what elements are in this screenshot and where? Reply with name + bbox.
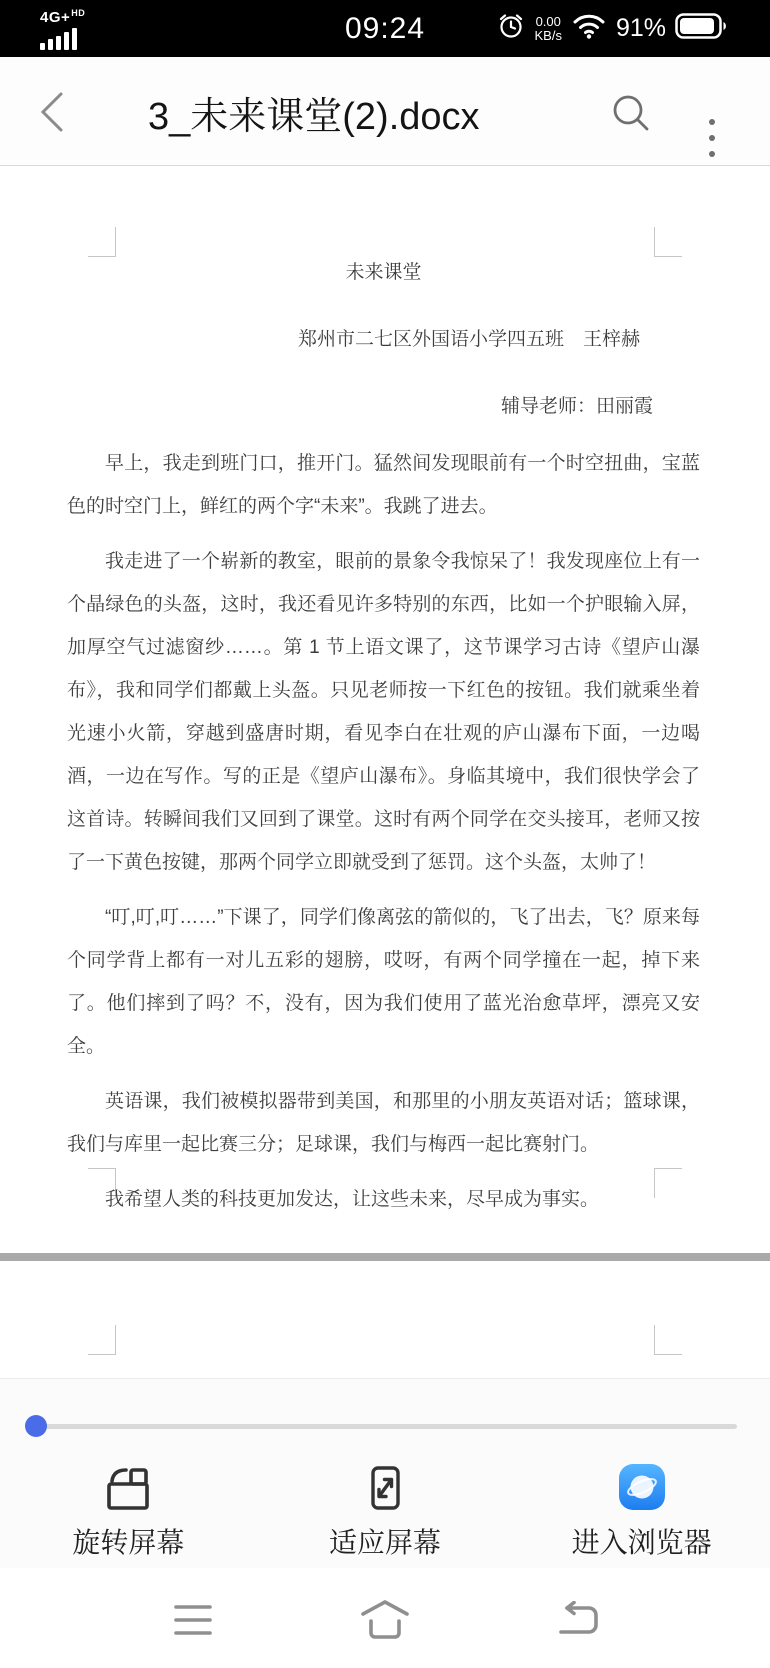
page-progress-slider[interactable] (0, 1379, 770, 1449)
back-button[interactable] (34, 89, 70, 135)
fit-screen-icon (362, 1465, 408, 1511)
status-right-cluster (497, 0, 727, 57)
hd-badge: HD (71, 8, 86, 18)
document-page-view[interactable] (0, 166, 770, 1378)
app-header (0, 57, 770, 166)
overflow-menu-button[interactable] (690, 87, 734, 139)
page-separator-bar (0, 1253, 770, 1261)
home-icon (359, 1599, 411, 1641)
wifi-icon (571, 11, 607, 46)
essay-byline: 郑州市二七区外国语小学四五班 王梓赫 (297, 329, 640, 350)
bottom-tool-panel (0, 1378, 770, 1568)
document-title: 3_未来课堂(2).docx (148, 96, 480, 138)
nav-home-button[interactable] (355, 1592, 415, 1648)
enter-browser-label: 进入浏览器 (571, 1527, 712, 1558)
rotate-screen-button[interactable] (0, 1465, 257, 1561)
network-speed-label (534, 15, 561, 43)
essay-title: 未来课堂 (345, 262, 422, 283)
system-nav-bar (0, 1568, 770, 1668)
doc-paragraph: 我希望人类的科技更加发达，让这些未来，尽早成为事实。 (105, 1189, 600, 1210)
essay-tutor-line: 辅导老师：田丽霞 (500, 396, 653, 417)
rotate-screen-label: 旋转屏幕 (72, 1527, 185, 1558)
doc-paragraph: 早上，我走到班门口，推开门。猛然间发现眼前有一个时空扭曲，宝蓝色的时空门上，鲜红的两个字“未来”。我跳了进去。 (67, 453, 700, 517)
speed-value: 0.00 (535, 13, 561, 29)
chevron-left-icon (43, 94, 61, 130)
status-bar (0, 0, 770, 57)
battery-percent-label: 91% (615, 14, 666, 42)
speed-unit: KB/s (534, 27, 562, 43)
alarm-icon (497, 12, 525, 45)
page2-margin-mark-top-left (88, 1325, 116, 1355)
clock-time: 09:24 (344, 12, 426, 45)
doc-paragraph: 我走进了一个崭新的教室，眼前的景象令我惊呆了！我发现座位上有一个晶绿色的头盔，这时，我还看见许多特别的东西，比如一个护眼输入屏，加厚空气过滤窗纱……。第 1 节上语文课了，这节课学习古诗《望庐山瀑布》，我和同学们都戴上头盔。只见老师按一下红色的按钮。我们就乘坐着光速小火箭，穿越到盛唐时期，看见李白在壮观的庐山瀑布下面，一边喝酒，一边在写作。写的正是《望庐山瀑布》。身临其境中，我们很快学会了这首诗。转瞬间我们又回到了课堂。这时有两个同学在交头接耳，老师又按了一下黄色按键，那两个同学立即就受到了惩罚。这个头盔，太帅了！ (67, 551, 700, 873)
hamburger-icon (172, 1602, 214, 1638)
enter-browser-button[interactable] (513, 1465, 770, 1561)
slider-track[interactable] (30, 1424, 737, 1429)
network-type-text: 4G+ (40, 9, 71, 26)
nav-menu-button[interactable] (163, 1592, 223, 1648)
fit-screen-button[interactable] (257, 1465, 514, 1561)
nav-back-button[interactable] (548, 1592, 608, 1648)
tool-button-row (0, 1465, 770, 1561)
browser-app-icon (618, 1465, 666, 1511)
search-icon (609, 91, 653, 135)
rotate-screen-icon (105, 1465, 151, 1511)
slider-thumb[interactable] (25, 1415, 47, 1437)
search-button[interactable] (608, 91, 654, 137)
page-1-content (67, 166, 700, 1221)
doc-paragraph: “叮,叮,叮……”下课了，同学们像离弦的箭似的，飞了出去，飞？原来每个同学背上都有一对儿五彩的翅膀，哎呀，有两个同学撞在一起，掉下来了。他们摔到了吗？不，没有，因为我们使用了蓝光治愈草坪，漂亮又安全。 (67, 907, 700, 1057)
page2-margin-mark-top-right (654, 1325, 682, 1355)
battery-icon (675, 13, 727, 44)
doc-paragraph: 英语课，我们被模拟器带到美国，和那里的小朋友英语对话；篮球课，我们与库里一起比赛三分；足球课，我们与梅西一起比赛射门。 (67, 1091, 700, 1155)
fit-screen-label: 适应屏幕 (329, 1527, 442, 1558)
return-arrow-icon (555, 1601, 601, 1639)
